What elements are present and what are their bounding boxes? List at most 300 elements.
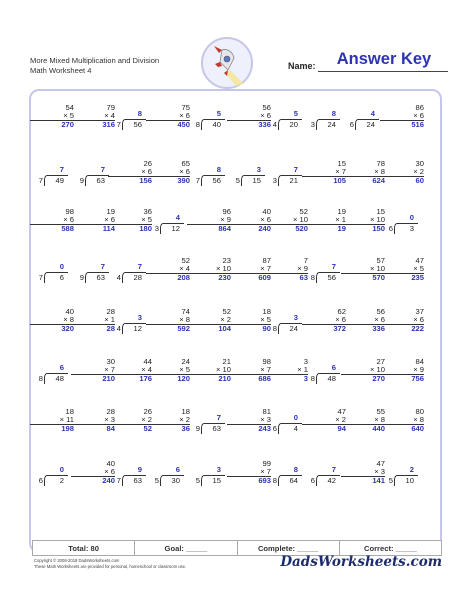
multiplication-problem [380,358,424,384]
multiplier: 10 [376,215,385,225]
multiplier-line: × 10 [187,366,231,375]
multiplier: 10 [299,215,308,225]
product-answer: 316 [102,120,115,130]
multiplier-line: × 10 [264,216,308,225]
divisor: 8 [310,273,315,282]
divisor: 6 [349,120,354,129]
multiplicand: 19 [337,207,346,216]
multiplicand: 15 [337,159,346,168]
product-answer: 105 [333,176,346,186]
divisor: 6 [272,424,277,433]
multiplication-problem [146,408,190,434]
product-answer: 686 [258,374,271,384]
division-problem [30,462,74,488]
product-answer: 270 [61,120,74,130]
multiplier-line: × 2 [302,416,346,425]
quotient-answer: 5 [216,109,221,118]
multiplicand: 74 [181,307,190,316]
multiplier: 11 [66,415,74,425]
multiplicand: 87 [262,256,271,265]
multiplicand: 98 [262,357,271,366]
multiplier-line: × 5 [227,316,271,325]
multiplier: 6 [110,467,115,477]
divisor: 4 [272,120,277,129]
quotient-answer: 3 [137,313,142,322]
division-problem [341,106,385,132]
division-problem [30,162,74,188]
name-label: Name: [288,61,316,71]
multiplicand: 55 [376,407,385,416]
multiplicand: 24 [181,357,190,366]
product-answer: 570 [372,273,385,283]
product-answer: 235 [411,273,424,283]
divisor: 7 [38,176,43,185]
multiplicand: 78 [376,159,385,168]
multiplicand: 56 [376,307,385,316]
product-answer: 36 [181,424,190,434]
division-problem [302,360,346,386]
divisor: 7 [116,476,121,485]
multiplicand: 36 [143,207,152,216]
multiplier: 5 [266,315,271,325]
dividend: 24 [327,120,336,129]
division-problem [187,462,231,488]
dividend: 49 [55,176,64,185]
multiplier-line: × 6 [380,112,424,121]
dividend: 12 [133,324,142,333]
multiplier-line: × 6 [380,316,424,325]
product-answer: 240 [102,476,115,486]
multiplication-problem [341,257,385,283]
divisor: 8 [272,324,277,333]
multiplicand: 37 [415,307,424,316]
divisor: 3 [272,176,277,185]
multiplier: 6 [110,215,115,225]
quotient-answer: 6 [175,465,180,474]
multiplier: 6 [380,315,385,325]
quotient-answer: 0 [59,262,64,271]
multiplicand: 30 [106,357,115,366]
multiplication-problem [341,408,385,434]
multiplier-line: × 6 [341,316,385,325]
product-answer: 210 [102,374,115,384]
divisor: 3 [310,120,315,129]
multiplier-line: × 9 [380,366,424,375]
division-problem [187,162,231,188]
correct-field: Correct: _____ [363,543,417,553]
multiplier: 10 [222,365,231,375]
division-problem [302,462,346,488]
dividend: 4 [293,424,298,433]
multiplicand: 40 [106,459,115,468]
dividend: 56 [212,176,221,185]
product-answer: 640 [411,424,424,434]
multiplier: 2 [147,415,152,425]
product-answer: 210 [218,374,231,384]
product-answer: 516 [411,120,424,130]
title-line-2: Math Worksheet 4 [30,66,92,75]
multiplicand: 44 [143,357,152,366]
product-answer: 120 [177,374,190,384]
divisor: 8 [272,476,277,485]
multiplier-line: × 1 [264,366,308,375]
multiplier: 5 [185,365,190,375]
multiplier-line: × 3 [227,416,271,425]
multiplicand: 47 [376,459,385,468]
multiplicand: 18 [181,407,190,416]
product-answer: 84 [106,424,115,434]
dividend: 56 [133,120,142,129]
product-answer: 230 [218,273,231,283]
quotient-answer: 2 [409,465,414,474]
multiplier-line: × 10 [341,216,385,225]
name-line [318,71,448,72]
multiplication-problem [341,308,385,334]
multiplication-problem [380,308,424,334]
multiplier: 8 [380,415,385,425]
multiplicand: 52 [181,256,190,265]
dividend: 63 [96,273,105,282]
quotient-answer: 8 [293,465,298,474]
multiplicand: 40 [65,307,74,316]
multiplicand: 96 [222,207,231,216]
division-bracket [44,272,68,283]
multiplication-problem [30,308,74,334]
multiplier: 6 [185,111,190,121]
multiplier: 6 [419,111,424,121]
multiplier: 5 [419,264,424,274]
multiplier-line: × 6 [30,216,74,225]
multiplier: 9 [419,365,424,375]
multiplier: 8 [419,415,424,425]
product-answer: 372 [333,324,346,334]
product-answer: 756 [411,374,424,384]
multiplicand: 52 [299,207,308,216]
product-answer: 440 [372,424,385,434]
quotient-answer: 8 [331,109,336,118]
multiplier-line: × 6 [71,468,115,477]
multiplicand: 26 [143,407,152,416]
multiplicand: 23 [222,256,231,265]
multiplier-line: × 6 [146,112,190,121]
division-problem [30,360,74,386]
multiplicand: 7 [303,256,308,265]
multiplier: 7 [266,365,271,375]
divisor: 4 [116,273,121,282]
multiplier-line: × 8 [146,316,190,325]
multiplication-problem [30,408,74,434]
multiplier-line: × 1 [71,316,115,325]
divisor: 4 [116,324,121,333]
multiplicand: 18 [65,407,74,416]
multiplier-line: × 7 [71,366,115,375]
dividend: 2 [59,476,64,485]
copyright-line-1: Copyright © 2008-2018 DadsWorksheets.com [34,558,120,563]
multiplier-line: × 10 [341,265,385,274]
product-answer: 609 [258,273,271,283]
multiplier: 2 [341,415,346,425]
multiplier: 2 [419,167,424,177]
multiplier: 2 [226,315,231,325]
dividend: 40 [212,120,221,129]
multiplication-problem [30,208,74,234]
product-answer: 336 [372,324,385,334]
divisor: 5 [235,176,240,185]
total-count: Total: 80 [33,541,135,555]
multiplier-line: × 5 [108,216,152,225]
multiplier: 6 [266,111,271,121]
multiplier: 5 [147,215,152,225]
dividend: 63 [96,176,105,185]
multiplicand: 18 [262,307,271,316]
division-problem [302,259,346,285]
divisor: 7 [38,273,43,282]
multiplier-line: × 6 [227,216,271,225]
multiplier-line: × 6 [227,112,271,121]
quotient-answer: 4 [370,109,375,118]
multiplier: 6 [69,215,74,225]
multiplier-line: × 7 [227,468,271,477]
multiplier-line: × 7 [227,366,271,375]
product-answer: 52 [143,424,152,434]
product-answer: 450 [177,120,190,130]
dividend: 48 [55,374,64,383]
multiplier-line: × 9 [187,216,231,225]
dividend: 24 [366,120,375,129]
dividend: 15 [252,176,261,185]
multiplication-problem [341,160,385,186]
division-problem [380,210,424,236]
multiplication-problem [302,160,346,186]
multiplication-problem [187,257,231,283]
product-answer: 243 [258,424,271,434]
name-field [288,52,448,74]
multiplicand: 98 [65,207,74,216]
multiplicand: 19 [106,207,115,216]
product-answer: 588 [61,224,74,234]
multiplier-line: × 8 [30,316,74,325]
division-bracket [394,223,418,234]
multiplicand: 84 [415,357,424,366]
multiplicand: 28 [106,407,115,416]
copyright-line-2: These Math Worksheets are provided for personal, homeschool or classroom use. [34,564,187,569]
multiplication-problem [302,308,346,334]
product-answer: 19 [337,224,346,234]
multiplier: 7 [266,264,271,274]
multiplier: 9 [303,264,308,274]
product-answer: 208 [177,273,190,283]
divisor: 3 [154,224,159,233]
product-answer: 141 [372,476,385,486]
multiplier-line: × 10 [187,265,231,274]
multiplicand: 80 [415,407,424,416]
divisor: 9 [195,424,200,433]
quotient-answer: 6 [331,363,336,372]
product-answer: 114 [102,224,115,234]
quotient-answer: 3 [293,313,298,322]
product-answer: 198 [61,424,74,434]
multiplication-problem [187,208,231,234]
multiplier-line: × 2 [380,168,424,177]
quotient-answer: 7 [137,262,142,271]
multiplicand: 26 [143,159,152,168]
product-answer: 180 [139,224,152,234]
dividend: 64 [289,476,298,485]
multiplication-problem [302,408,346,434]
product-answer: 3 [303,374,308,384]
quotient-answer: 0 [59,465,64,474]
multiplier-line: × 8 [341,416,385,425]
multiplier-line: × 8 [380,416,424,425]
division-problem [302,106,346,132]
product-answer: 176 [139,374,152,384]
multiplier: 2 [185,415,190,425]
answer-key-heading: Answer Key [336,50,432,68]
multiplier-line: × 4 [108,366,152,375]
quotient-answer: 0 [293,413,298,422]
title-line-1: More Mixed Multiplication and Division [30,56,160,65]
product-answer: 320 [61,324,74,334]
multiplication-problem [30,104,74,130]
complete-field: Complete: _____ [238,541,340,555]
multiplier-line: × 5 [380,265,424,274]
multiplier: 3 [266,415,271,425]
quotient-answer: 7 [100,262,105,271]
multiplicand: 27 [376,357,385,366]
division-bracket [44,475,68,486]
multiplication-problem [187,308,231,334]
multiplier: 4 [110,111,115,121]
quotient-answer: 6 [59,363,64,372]
product-answer: 864 [218,224,231,234]
product-answer: 222 [411,324,424,334]
worksheet-title [30,56,159,76]
division-problem [187,106,231,132]
product-answer: 60 [415,176,424,186]
dividend: 56 [327,273,336,282]
quotient-answer: 9 [137,465,142,474]
product-answer: 592 [177,324,190,334]
divisor: 5 [154,476,159,485]
multiplier: 6 [341,315,346,325]
multiplication-problem [187,358,231,384]
multiplicand: 3 [303,357,308,366]
multiplier-line: × 4 [146,265,190,274]
product-answer: 390 [177,176,190,186]
multiplier: 6 [185,167,190,177]
quotient-answer: 7 [100,165,105,174]
multiplier-line: × 2 [146,416,190,425]
dividend: 12 [171,224,180,233]
goal-field: Goal: _____ [135,541,237,555]
multiplicand: 21 [222,357,231,366]
quotient-answer: 3 [216,465,221,474]
multiplier: 3 [110,415,115,425]
product-answer: 624 [372,176,385,186]
multiplier-line: × 5 [146,366,190,375]
multiplier-line: × 2 [187,316,231,325]
multiplier-line: × 2 [108,416,152,425]
product-answer: 520 [295,224,308,234]
product-answer: 693 [258,476,271,486]
multiplication-problem [341,208,385,234]
product-answer: 94 [337,424,346,434]
multiplicand: 81 [262,407,271,416]
multiplication-problem [146,257,190,283]
dividend: 48 [327,374,336,383]
multiplier-line: × 9 [264,265,308,274]
quotient-answer: 7 [216,413,221,422]
multiplication-problem [380,104,424,130]
dividend: 6 [59,273,64,282]
rocket-icon [200,36,254,90]
product-answer: 90 [262,324,271,334]
multiplier: 10 [376,365,385,375]
dividend: 20 [289,120,298,129]
multiplicand: 28 [106,307,115,316]
multiplicand: 86 [415,103,424,112]
divisor: 6 [38,476,43,485]
multiplier: 7 [110,365,115,375]
multiplier: 7 [341,167,346,177]
multiplicand: 56 [262,103,271,112]
product-answer: 28 [106,324,115,334]
multiplicand: 79 [106,103,115,112]
multiplier-line: × 11 [30,416,74,425]
multiplier: 8 [69,315,74,325]
multiplier-line: × 3 [341,468,385,477]
multiplier: 6 [266,215,271,225]
product-answer: 156 [139,176,152,186]
divisor: 6 [388,224,393,233]
multiplier-line: × 3 [71,416,115,425]
copyright [34,558,186,570]
multiplier-line: × 5 [30,112,74,121]
multiplier: 1 [110,315,115,325]
multiplication-problem [380,257,424,283]
multiplier: 4 [185,264,190,274]
dividend: 63 [133,476,142,485]
multiplicand: 40 [262,207,271,216]
multiplicand: 62 [337,307,346,316]
multiplicand: 47 [415,256,424,265]
quotient-answer: 0 [409,213,414,222]
dividend: 21 [289,176,298,185]
quotient-answer: 7 [293,165,298,174]
multiplicand: 65 [181,159,190,168]
multiplication-problem [341,460,385,486]
multiplier-line: × 10 [341,366,385,375]
multiplier: 5 [69,111,74,121]
multiplicand: 75 [181,103,190,112]
product-answer: 240 [258,224,271,234]
dividend: 28 [133,273,142,282]
divisor: 5 [388,476,393,485]
multiplier: 8 [380,167,385,177]
multiplicand: 15 [376,207,385,216]
dividend: 24 [289,324,298,333]
dividend: 10 [405,476,414,485]
product-answer: 150 [372,224,385,234]
quotient-answer: 4 [175,213,180,222]
product-answer: 336 [258,120,271,130]
quotient-answer: 7 [331,262,336,271]
multiplier-line: × 1 [302,216,346,225]
divisor: 9 [79,176,84,185]
dividend: 42 [327,476,336,485]
division-problem [187,410,231,436]
multiplicand: 99 [262,459,271,468]
